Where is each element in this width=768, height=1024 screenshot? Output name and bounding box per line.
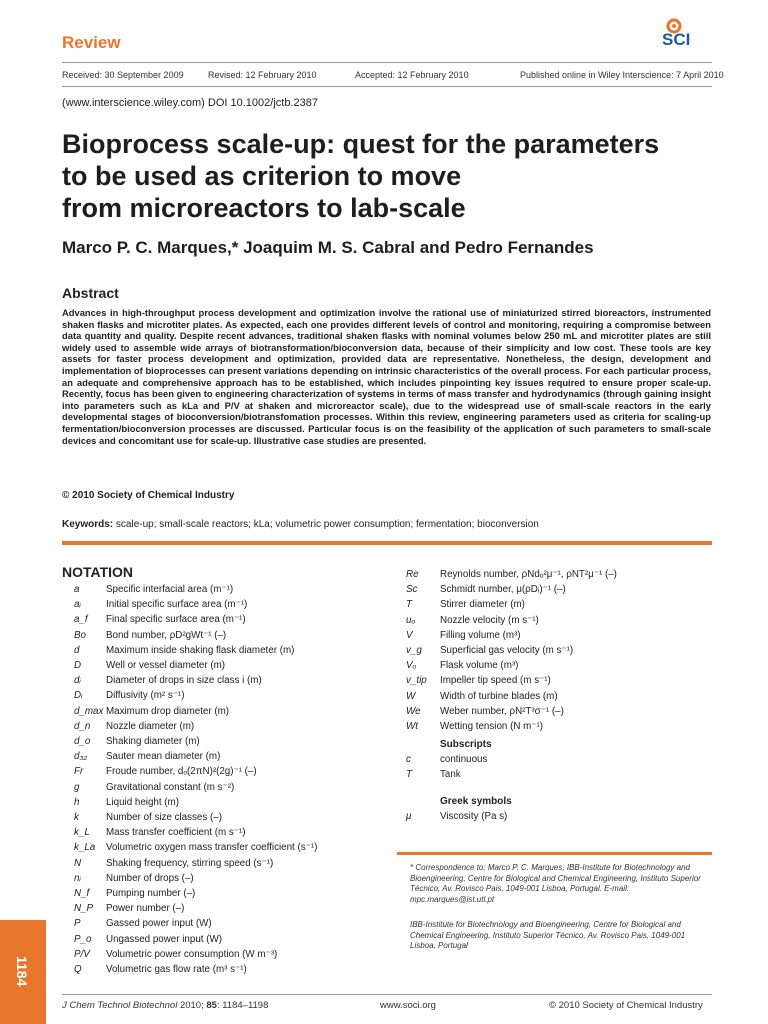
received-date: Received: 30 September 2009 <box>62 70 184 80</box>
section-divider <box>62 541 712 545</box>
notation-symbol: Fr <box>74 766 84 778</box>
notation-symbol: W <box>406 690 416 702</box>
keywords <box>62 519 539 530</box>
notation-symbol: Wt <box>406 721 418 732</box>
affiliation-note: IBB-Institute for Biotechnology and Bioengineering, Centre for Biological and Chemical Engineering, Instituto Superior Técnico, Av. Rovisco Pais, 1049-001 Lisboa, Portugal <box>410 920 686 950</box>
journal-name: J Chem Technol Biotechnol <box>62 1000 178 1011</box>
notation-description: Liquid height (m) <box>106 796 179 808</box>
correspondence-note: * Correspondence to: Marco P. C. Marques, IBB-Institute for Biotechnology and Bioengineering, Centre for Biological and Chemical Engineering, Instituto Superior Técnico, Av. Rovisco Pais, 1049-001 Lisboa, Portugal. E-mail: mpc.marques@ist.utl.pt <box>410 863 701 904</box>
notation-description: Flask volume (m³) <box>440 660 519 672</box>
notation-symbol: d <box>74 644 80 656</box>
notation-symbol: k_La <box>74 842 96 854</box>
notation-description: Number of drops (–) <box>106 872 194 884</box>
notation-description: Superficial gas velocity (m s⁻¹) <box>440 645 574 656</box>
notation-description: Stirrer diameter (m) <box>440 599 525 611</box>
footer-rule <box>62 994 712 995</box>
footnote-divider <box>397 852 712 855</box>
title-line-3: from microreactors to lab-scale <box>62 193 466 223</box>
accepted-date: Accepted: 12 February 2010 <box>355 70 469 80</box>
notation-description: Reynolds number, ρNdₒ²μ⁻¹, ρNT²μ⁻¹ (–) <box>440 569 617 580</box>
notation-symbol: N_P <box>74 903 94 915</box>
notation-symbol: Sc <box>406 584 418 596</box>
title-line-1: Bioprocess scale-up: quest for the parameters <box>62 129 660 159</box>
article-title <box>62 128 712 224</box>
notation-description: Power number (–) <box>106 903 185 915</box>
notation-description: Nozzle velocity (m s⁻¹) <box>440 614 539 626</box>
abstract-text: Advances in high-throughput process development and optimization involve the rational use of miniaturized stirred bioreactors, instrumented shaken flasks and microtiter plates. As expected, each one provides different levels of control and monitoring, requiring a compromise between data quantity and quality. Despite recent advances, traditional shaken flasks with nominal volumes below 250 mL and microtiter plates are still widely used to assemble wide arrays of biotransformation/bioconversion data, because of their simplicity and low cost. These tools are key assets for faster process development and optimization, provided data are representative. Nonetheless, the design, development and implementation of bioprocesses can present variations depending on intrinsic characteristics of the overall process. For each particular process, an adequate and comprehensive approach has to be established, which includes pinpointing key issues required to ensure proper scale-up. Recently, focus has been given to engineering characterization of systems in terms of mass transfer and hydrodynamics (through gaining insight into parameters such as kLa and P/V at shaken and microreactor scale), due to the widespread use of small-scale reactors in the early developmental stages of bioconversion/biotransfomation processes. Within this review, engineering parameters used as criteria for scaling-up fermentation/bioconversion processes are discussed. Particular focus is on the feasibility of the application of such parameters to small-scale devices and concomitant use for scale-up. Illustrative case studies are presented. <box>62 307 711 446</box>
notation-description: Volumetric oxygen mass transfer coefficient (s⁻¹) <box>106 842 318 854</box>
notation-symbol: d₃₂ <box>74 751 88 763</box>
notation-heading: NOTATION <box>62 564 134 580</box>
notation-symbol: d_o <box>74 736 91 747</box>
revised-date: Revised: 12 February 2010 <box>208 70 317 80</box>
notation-description: Gassed power input (W) <box>106 918 212 930</box>
notation-symbol: D <box>74 660 82 671</box>
notation-symbol: Re <box>406 569 419 580</box>
subscripts-heading: Subscripts <box>440 739 492 750</box>
notation-symbol: Q <box>74 964 82 975</box>
doi[interactable]: (www.interscience.wiley.com) DOI 10.1002/jctb.2387 <box>62 97 318 109</box>
notation-symbol: Bo <box>74 629 86 641</box>
notation-symbol: T <box>406 599 412 611</box>
notation-symbol: nᵢ <box>74 872 81 884</box>
notation-description: Volumetric power consumption (W m⁻³) <box>106 948 278 960</box>
notation-symbol: c <box>406 754 411 765</box>
sci-logo-text: SCI <box>662 30 691 49</box>
title-line-2: to be used as criterion to move <box>62 161 462 191</box>
notation-description: Mass transfer coefficient (m s⁻¹) <box>106 827 246 839</box>
notation-symbol: h <box>74 796 80 808</box>
notation-description: Weber number, ρN²T³σ⁻¹ (–) <box>440 705 564 717</box>
published-date: Published online in Wiley Interscience: 7 April 2010 <box>520 70 724 80</box>
notation-description: Viscosity (Pa s) <box>440 811 508 822</box>
notation-symbol: a_f <box>74 614 88 626</box>
notation-description: Maximum inside shaking flask diameter (m) <box>106 644 295 656</box>
notation-symbol: dᵢ <box>74 675 81 687</box>
notation-description: Bond number, ρD²gWt⁻¹ (–) <box>106 629 227 641</box>
notation-description: Schmidt number, μ(ρDᵢ)⁻¹ (–) <box>440 584 566 596</box>
notation-symbol: P/V <box>74 948 90 960</box>
notation-symbol: P_o <box>74 933 92 945</box>
journal-year: 2010; <box>179 1000 204 1011</box>
notation-symbol: d_n <box>74 720 91 732</box>
keywords-label: Keywords: <box>62 519 114 530</box>
notation-description: Final specific surface area (m⁻¹) <box>106 614 246 626</box>
notation-description: Maximum drop diameter (m) <box>106 705 230 717</box>
notation-description: Tank <box>440 769 461 781</box>
notation-description: Filling volume (m³) <box>440 629 521 641</box>
notation-symbol: Dᵢ <box>74 690 83 702</box>
notation-symbol: v_tip <box>406 675 427 687</box>
notation-description: Sauter mean diameter (m) <box>106 751 221 763</box>
abstract-copyright: © 2010 Society of Chemical Industry <box>62 490 235 501</box>
notation-symbol: P <box>74 918 81 930</box>
notation-symbol: k <box>74 812 79 823</box>
footer-copyright: © 2010 Society of Chemical Industry <box>549 1000 703 1011</box>
keywords-list: scale-up; small-scale reactors; kLa; volumetric power consumption; fermentation; bioconversion <box>115 519 539 530</box>
notation-description: Wetting tension (N m⁻¹) <box>440 721 543 732</box>
notation-description: Pumping number (–) <box>106 888 196 899</box>
notation-description: Well or vessel diameter (m) <box>106 660 226 671</box>
journal-pages: : 1184–1198 <box>216 1000 269 1011</box>
notation-symbol: k_L <box>74 827 90 839</box>
notation-symbol: N <box>74 857 82 869</box>
notation-symbol: d_max <box>74 705 104 717</box>
notation-description: Diffusivity (m² s⁻¹) <box>106 690 185 702</box>
notation-description: Specific interfacial area (m⁻¹) <box>106 584 234 595</box>
notation-symbol: Vₒ <box>406 660 417 672</box>
journal-volume: 85 <box>206 1000 217 1011</box>
notation-description: continuous <box>440 754 488 765</box>
notation-description: Width of turbine blades (m) <box>440 690 558 702</box>
notation-symbol: μ <box>406 811 412 822</box>
notation-description: Volumetric gas flow rate (m³ s⁻¹) <box>106 964 247 975</box>
website-link[interactable]: www.soci.org <box>380 1000 436 1011</box>
notation-description: Froude number, dₒ(2πN)²(2g)⁻¹ (–) <box>106 766 257 778</box>
notation-symbol: T <box>406 769 412 781</box>
notation-symbol: aᵢ <box>74 599 81 611</box>
greek-heading: Greek symbols <box>440 796 512 807</box>
notation-symbol: N_f <box>74 888 90 899</box>
notation-description: Initial specific surface area (m⁻¹) <box>106 599 248 611</box>
notation-symbol: V <box>406 629 413 641</box>
notation-symbol: v_g <box>406 645 422 656</box>
header-rule <box>62 62 712 63</box>
abstract-heading: Abstract <box>62 285 119 301</box>
section-label: Review <box>62 33 121 52</box>
authors: Marco P. C. Marques,* Joaquim M. S. Cabral and Pedro Fernandes <box>62 238 594 257</box>
notation-description: Ungassed power input (W) <box>106 933 222 945</box>
notation-symbol: a <box>74 584 80 595</box>
notation-symbol: uₒ <box>406 614 416 626</box>
page-number: 1184 <box>14 956 30 987</box>
notation-description: Gravitational constant (m s⁻²) <box>106 781 235 793</box>
journal-citation <box>62 1000 268 1011</box>
notation-description: Shaking frequency, stirring speed (s⁻¹) <box>106 857 274 869</box>
dates-rule <box>62 86 712 87</box>
notation-description: Shaking diameter (m) <box>106 736 200 747</box>
notation-description: Impeller tip speed (m s⁻¹) <box>440 675 551 687</box>
notation-description: Number of size classes (–) <box>106 812 222 823</box>
notation-description: Diameter of drops in size class i (m) <box>106 675 262 687</box>
notation-description: Nozzle diameter (m) <box>106 720 195 732</box>
notation-symbol: We <box>406 705 421 717</box>
notation-symbol: g <box>74 781 80 793</box>
